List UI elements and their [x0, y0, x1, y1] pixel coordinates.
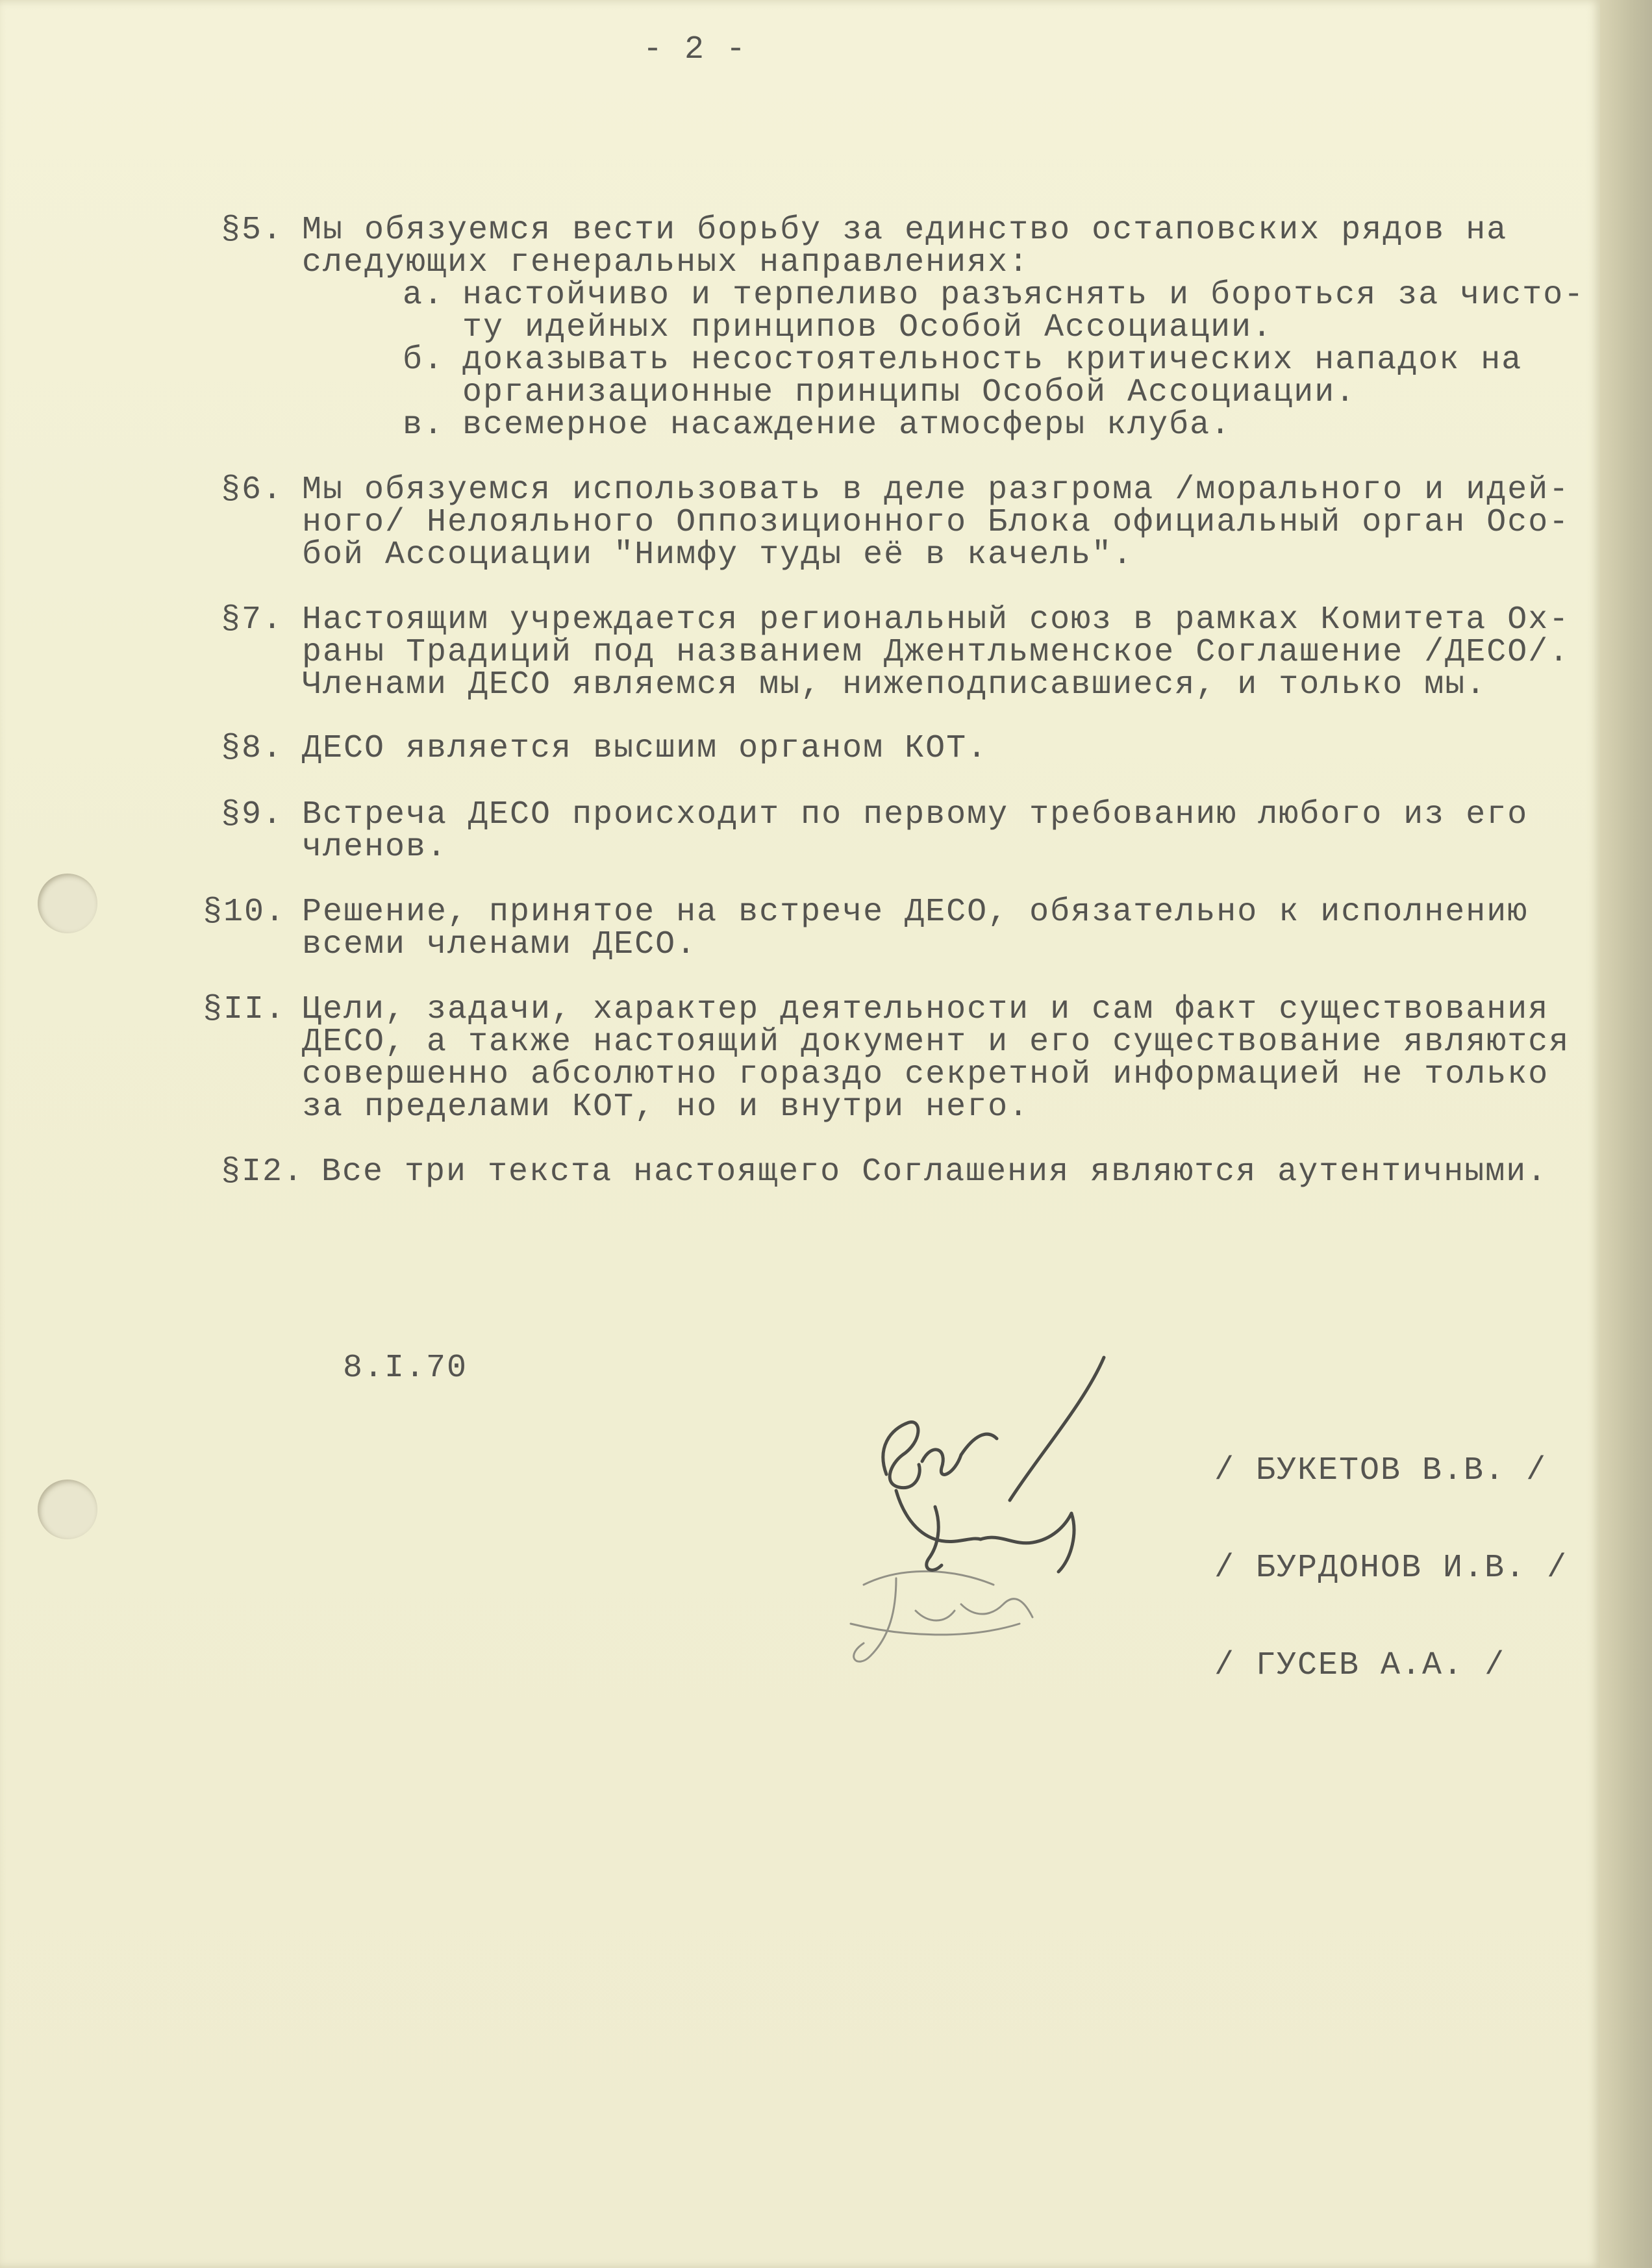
section-6-line-2: ного/ Нелояльного Оппозиционного Блока официальный орган Осо- — [302, 504, 1570, 541]
section-5-number: §5. — [221, 212, 284, 249]
section-10-line-2: всеми членами ДЕСО. — [302, 926, 697, 963]
signatory-2: / БУРДОНОВ И.В. / — [1214, 1550, 1568, 1587]
section-10-line-1: Решение, принятое на встрече ДЕСО, обязательно к исполнению — [302, 894, 1529, 931]
section-7-line-1: Настоящим учреждается региональный союз в рамках Комитета Ох- — [302, 601, 1570, 638]
section-5-item-c-mark: в. — [403, 407, 445, 444]
section-6-number: §6. — [221, 472, 284, 509]
signatory-3: / ГУСЕВ А.А. / — [1214, 1647, 1506, 1684]
section-7-number: §7. — [221, 601, 284, 638]
signatures-image — [825, 1351, 1149, 1676]
page-number: - 2 - — [643, 31, 747, 68]
section-11-line-1: Цели, задачи, характер деятельности и сам факт существования — [302, 991, 1549, 1028]
punch-hole-top — [38, 874, 97, 933]
section-8-number: §8. — [221, 730, 284, 767]
section-11-line-3: совершенно абсолютно гораздо секретной информацией не только — [302, 1056, 1549, 1093]
page-edge-shadow — [1600, 0, 1652, 2268]
section-9-number: §9. — [221, 796, 284, 833]
section-5-item-b-line-2: организационные принципы Особой Ассоциации. — [462, 374, 1357, 411]
section-6-line-1: Мы обязуемся использовать в деле разгрома /морального и идей- — [302, 472, 1570, 509]
section-9-line-2: членов. — [302, 829, 448, 866]
section-7-line-3: Членами ДЕСО являемся мы, нижеподписавшиеся, и только мы. — [302, 666, 1487, 703]
section-5-line-2: следующих генеральных направлениях: — [302, 244, 1030, 281]
section-11-number: §II. — [203, 991, 286, 1028]
section-5-item-a-mark: а. — [403, 277, 445, 314]
section-5-line-1: Мы обязуемся вести борьбу за единство остаповских рядов на — [302, 212, 1508, 249]
punch-hole-bottom — [38, 1480, 97, 1539]
section-5-item-a-line-1: настойчиво и терпеливо разъяснять и бороться за чисто- — [462, 277, 1585, 314]
signatory-1: / БУКЕТОВ В.В. / — [1214, 1452, 1547, 1489]
section-12-number: §I2. — [221, 1153, 305, 1191]
section-5-item-c-line-1: всемерное насаждение атмосферы клуба. — [462, 407, 1232, 444]
section-11-line-2: ДЕСО, а также настоящий документ и его существование являются — [302, 1024, 1570, 1061]
section-5-item-b-mark: б. — [403, 342, 445, 379]
section-6-line-3: бой Ассоциации "Нимфу туды её в качель". — [302, 536, 1134, 573]
section-8-line-1: ДЕСО является высшим органом КОТ. — [302, 730, 988, 767]
section-12-line-1: Все три текста настоящего Соглашения являются аутентичными. — [321, 1153, 1548, 1191]
section-5-item-b-line-1: доказывать несостоятельность критических нападок на — [462, 342, 1523, 379]
section-9-line-1: Встреча ДЕСО происходит по первому требованию любого из его — [302, 796, 1529, 833]
section-11-line-4: за пределами КОТ, но и внутри него. — [302, 1089, 1030, 1126]
section-7-line-2: раны Традиций под названием Джентльменское Соглашение /ДЕСО/. — [302, 634, 1570, 671]
section-10-number: §10. — [203, 894, 286, 931]
document-date: 8.I.70 — [343, 1350, 468, 1387]
section-5-item-a-line-2: ту идейных принципов Особой Ассоциации. — [462, 309, 1273, 346]
